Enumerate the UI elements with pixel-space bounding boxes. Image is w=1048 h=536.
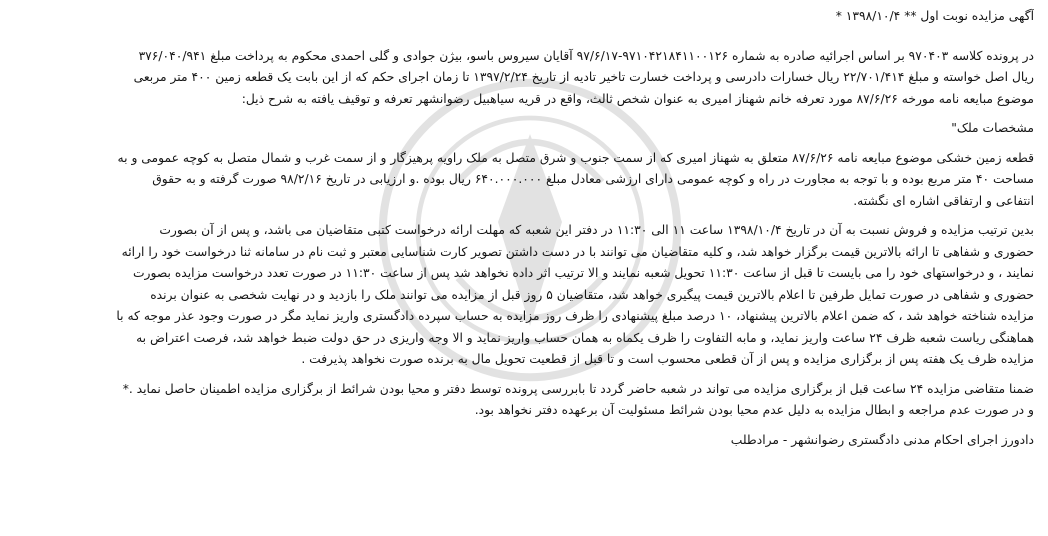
text-line: حضوری و شفاهی تا ارائه بالاترین قیمت برگزار خواهد شد، و کلیه متقاضیان می توانند با در دست داشتن تصویر کارت شناسایی معتبر و ثبت نام در سامانه ثنا درخواست خود را ارائه [121, 244, 1034, 259]
text-line: هماهنگی ریاست شعبه ظرف ۲۴ ساعت واریز نماید، و مابه التفاوت را ظرف یکماه به همان حساب واریز نماید و الا وجه واریزی در حق دولت ضبط خواهد شد، فرصت اعتراض به [136, 330, 1034, 345]
text-line: نمایند ، و درخواستهای خود را می بایست تا قبل از ساعت ۱۱:۳۰ تحویل شعبه نمایند و الا ترتیب اثر داده نخواهد شد پس از ساعت ۱۱:۳۰ در صورت تعدد درخواست مزایده بصورت [132, 266, 1034, 280]
applicant-note-paragraph [14, 379, 1034, 422]
text-line: قطعه زمین خشکی موضوع مبایعه نامه ۸۷/۶/۲۶ متعلق به شهناز امیری که از سمت جنوب و شرق متصل به ملک راویه پرهیزگار و از سمت غرب و شمال متصل به کوچه عمومی و به [117, 150, 1034, 165]
text-line: مزایده شناخته خواهد شد ، که ضمن اعلام بالاترین پیشنهاد، ۱۰ درصد مبلغ پیشنهادی را ظرف روز مزایده به حساب سپرده دادگستری واریز نماید مگر در صورت وجود عذر موجه که با [116, 309, 1034, 323]
text-line: بدین ترتیب مزایده و فروش نسبت به آن در تاریخ ۱۳۹۸/۱۰/۴ ساعت ۱۱ الی ۱۱:۳۰ در دفتر این شعبه که مهلت ارائه درخواست کتبی متقاضیان می باشد، و پس از آن بصورت [159, 223, 1034, 237]
property-description-paragraph [14, 148, 1034, 213]
auction-procedure-paragraph [14, 220, 1034, 371]
text-line: ریال اصل خواسته و مبلغ ۲۲/۷۰۱/۴۱۴ ریال خسارات دادرسی و پرداخت خسارت تاخیر تادیه از تاریخ ۱۳۹۷/۲/۲۴ تا زمان اجرای حکم که از این بابت یک قطعه زمین ۴۰۰ متر مربعی [133, 70, 1034, 84]
notice-body [14, 6, 1034, 451]
text-line: در پرونده کلاسه ۹۷۰۴۰۳ بر اساس اجرائیه صادره به شماره ۹۷۱۰۴۲۱۸۴۱۱۰۰۱۲۶-۹۷/۶/۱۷ آقایان سیروس باسو، بیژن جوادی و گلی احمدی محکوم به پرداخت مبلغ ۳۷۶/۰۴۰/۹۴۱ [138, 48, 1034, 63]
property-specs-heading: مشخصات ملک" [951, 121, 1034, 135]
text-line: مزایده ظرف یک هفته پس از برگزاری مزایده و پس از آن قطعی محسوب است و تا قبل از قطعیت تحویل مال به برنده صورت نخواهد پذیرفت . [301, 352, 1034, 366]
text-line: موضوع مبایعه نامه مورخه ۸۷/۶/۲۶ مورد تعرفه خانم شهناز امیری به عنوان شخص ثالث، واقع در قریه سیاهبیل رضوانشهر تعرفه و توقیف یافته به شرح ذیل: [241, 91, 1034, 106]
case-paragraph [14, 46, 1034, 111]
notice-headline: آگهی مزایده نوبت اول ** ۱۳۹۸/۱۰/۴ * [835, 9, 1034, 23]
text-line: ضمنا متقاضی مزایده ۲۴ ساعت قبل از برگزاری مزایده می تواند در شعبه حاضر گردد تا بابررسی پرونده توسط دفتر و محیا بودن شرائط از برگزاری مزایده اطمینان حاصل نماید .* [122, 381, 1034, 396]
signature-line: دادورز اجرای احکام مدنی دادگستری رضوانشهر - مرادطلب [730, 432, 1034, 447]
text-line: انتفاعی و ارتفاقی اشاره ای نگشته. [853, 193, 1034, 208]
text-line: حضوری و شفاهی در صورت تمایل طرفین تا اعلام بالاترین قیمت پیگیری خواهد شد، متقاضیان ۵ روز قبل از مزایده می توانند ملک را بازدید و در نهایت شخصی به عنوان برنده [150, 287, 1034, 302]
text-line: مساحت ۴۰ متر مربع بوده و با توجه به مجاورت در راه و کوچه عمومی دارای ارزشی معادل مبلغ ۶۴۰.۰۰۰.۰۰۰ ریال بوده .و ارزیابی در تاریخ ۹۸/۲/۱۶ صورت گرفته و به حقوق [152, 172, 1034, 186]
text-line: و در صورت عدم مراجعه و ابطال مزایده به دلیل عدم محیا بودن شرائط مسئولیت آن برعهده دفتر نخواهد بود. [474, 403, 1034, 417]
